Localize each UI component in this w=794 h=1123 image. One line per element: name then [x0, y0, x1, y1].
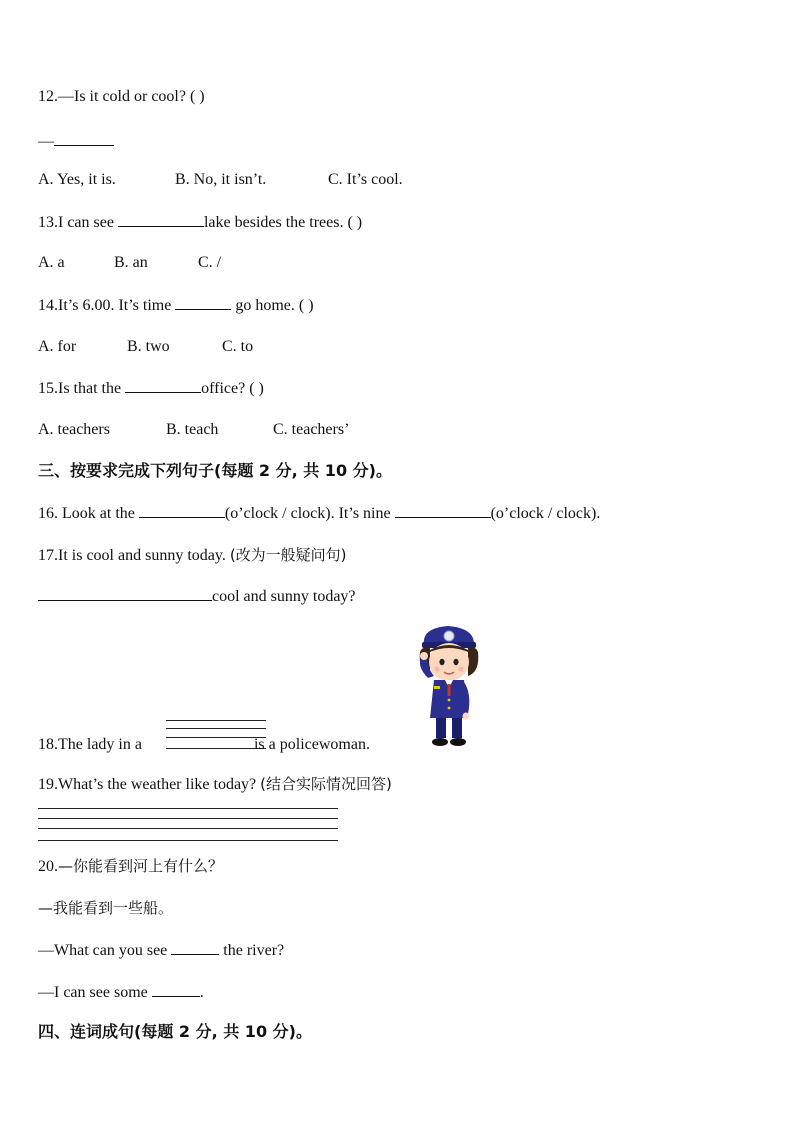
q15-prefix: 15.Is that the [38, 380, 122, 397]
q20-cn-question [38, 856, 223, 877]
q15-options [38, 420, 349, 440]
q16-mid: (o’clock / clock). It’s nine [224, 505, 391, 522]
q17-hint: (改为一般疑问句) [229, 546, 347, 564]
q15-option-b[interactable]: B. teach [166, 421, 219, 438]
q20-en-q-prefix: —What can you see [38, 942, 168, 959]
q20-en-question [38, 940, 284, 961]
q15-option-c[interactable]: C. teachers’ [273, 421, 350, 438]
q16-blank-2[interactable] [395, 503, 491, 518]
q13-options [38, 253, 221, 273]
q17-stem [38, 545, 347, 566]
q20-blank-2[interactable] [152, 982, 200, 997]
q14-stem [38, 295, 314, 316]
q12-options [38, 170, 403, 190]
q19-stem [38, 774, 392, 795]
q16-stem [38, 503, 600, 524]
q18-stem [38, 735, 370, 755]
q16-blank-1[interactable] [139, 503, 225, 518]
q17-sentence: 17.It is cool and sunny today. [38, 547, 226, 564]
q18-prefix: 18.The lady in a [38, 736, 142, 753]
q18-suffix: is a policewoman. [253, 736, 370, 753]
q14-option-c[interactable]: C. to [222, 338, 254, 355]
q19-writing-line-1[interactable] [38, 808, 338, 809]
q12-option-c[interactable]: C. It’s cool. [328, 171, 403, 188]
q13-option-b[interactable]: B. an [114, 254, 148, 271]
q13-option-a[interactable]: A. a [38, 254, 65, 271]
q13-blank[interactable] [118, 212, 204, 227]
q12-answer-line [38, 131, 114, 152]
q14-blank[interactable] [175, 295, 231, 310]
q18-writing-line-2[interactable] [166, 728, 266, 729]
section-3-heading: 三、按要求完成下列句子(每题 2 分, 共 10 分)。 [38, 461, 392, 480]
q20-en-q-suffix: the river? [223, 942, 285, 959]
q15-option-a[interactable]: A. teachers [38, 421, 110, 438]
q15-suffix: office? ( ) [201, 380, 264, 397]
q17-answer-blank[interactable] [38, 586, 212, 601]
q13-option-c[interactable]: C. / [198, 254, 222, 271]
q17-answer-suffix: cool and sunny today? [212, 588, 356, 605]
q16-prefix: 16. Look at the [38, 505, 135, 522]
q15-blank[interactable] [125, 378, 201, 393]
q19-writing-line-2[interactable] [38, 818, 338, 819]
q20-cn-answer: —我能看到一些船。 [38, 899, 174, 917]
section-4-heading: 四、连词成句(每题 2 分, 共 10 分)。 [38, 1022, 312, 1041]
q13-stem [38, 212, 362, 233]
q16-suffix: (o’clock / clock). [490, 505, 601, 522]
q14-option-a[interactable]: A. for [38, 338, 77, 355]
q12-answer-blank[interactable] [54, 131, 114, 146]
q14-prefix: 14.It’s 6.00. It’s time [38, 297, 172, 314]
q19-writing-line-4[interactable] [38, 840, 338, 841]
q20-en-a-prefix: —I can see some [38, 984, 148, 1001]
q20-en-answer [38, 982, 204, 1003]
q18-writing-line-1[interactable] [166, 720, 266, 721]
q12-answer-dash: — [38, 133, 54, 150]
q20-number: 20. [38, 858, 58, 875]
q12-option-b[interactable]: B. No, it isn’t. [175, 171, 267, 188]
q13-prefix: 13.I can see [38, 214, 114, 231]
q19-hint: (结合实际情况回答) [260, 775, 392, 793]
q12-stem: 12.—Is it cold or cool? ( ) [38, 88, 205, 105]
q14-option-b[interactable]: B. two [127, 338, 170, 355]
q20-cn-question-text: —你能看到河上有什么？ [58, 857, 224, 875]
q19-sentence: 19.What’s the weather like today? [38, 776, 257, 793]
policewoman-illustration [412, 622, 488, 750]
q15-stem [38, 378, 264, 399]
q19-writing-line-3[interactable] [38, 828, 338, 829]
q17-answer-line [38, 586, 356, 607]
q20-en-a-suffix: . [199, 984, 204, 1001]
q12-option-a[interactable]: A. Yes, it is. [38, 171, 116, 188]
q13-suffix: lake besides the trees. ( ) [203, 214, 363, 231]
q14-options [38, 337, 253, 357]
q14-suffix: go home. ( ) [235, 297, 314, 314]
q20-blank-1[interactable] [171, 940, 219, 955]
